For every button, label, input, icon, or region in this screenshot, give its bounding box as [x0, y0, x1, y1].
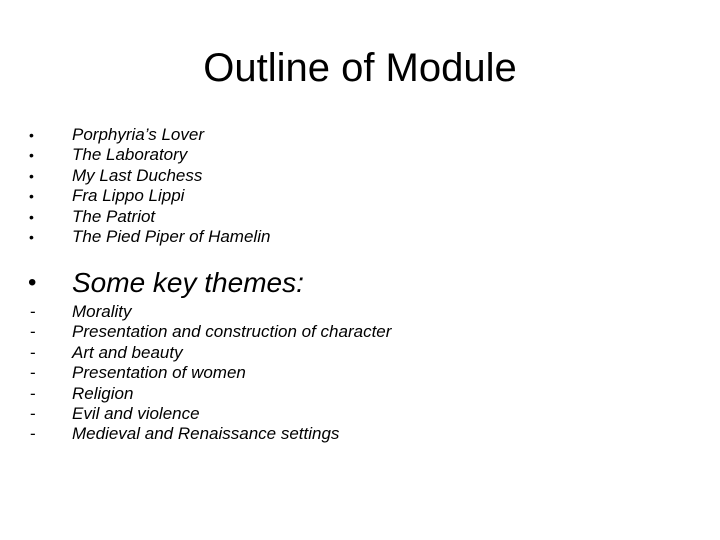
poem-title: The Laboratory — [72, 145, 188, 165]
theme-label: Medieval and Renaissance settings — [72, 424, 340, 444]
key-themes-label: Some key themes: — [72, 267, 304, 298]
poem-title: The Pied Piper of Hamelin — [72, 226, 271, 246]
poem-title: Fra Lippo Lippi — [72, 186, 185, 206]
dash-marker: - — [30, 322, 36, 342]
dash-marker: - — [30, 383, 36, 403]
theme-label: Art and beauty — [72, 342, 183, 362]
dash-marker: - — [30, 403, 36, 423]
theme-label: Presentation of women — [72, 363, 246, 383]
theme-label: Presentation and construction of character — [72, 322, 392, 342]
poem-title: The Patriot — [72, 206, 156, 226]
theme-label: Morality — [72, 302, 132, 321]
slide-title: Outline of Module — [203, 46, 517, 90]
theme-label: Evil and violence — [72, 403, 200, 423]
bullet: • — [29, 188, 34, 205]
dash-marker: - — [30, 424, 36, 444]
bullet: • — [29, 208, 34, 225]
dash-marker: - — [30, 363, 36, 383]
theme-label: Religion — [72, 383, 134, 403]
bullet: • — [29, 127, 34, 143]
bullet: • — [28, 269, 37, 296]
bullet: • — [29, 228, 34, 245]
dash-marker: - — [30, 342, 36, 362]
bullet: • — [29, 167, 34, 184]
poem-title: My Last Duchess — [72, 165, 203, 185]
dash-marker: - — [30, 302, 36, 321]
bullet: • — [29, 147, 34, 164]
poem-title: Porphyria’s Lover — [72, 125, 204, 144]
